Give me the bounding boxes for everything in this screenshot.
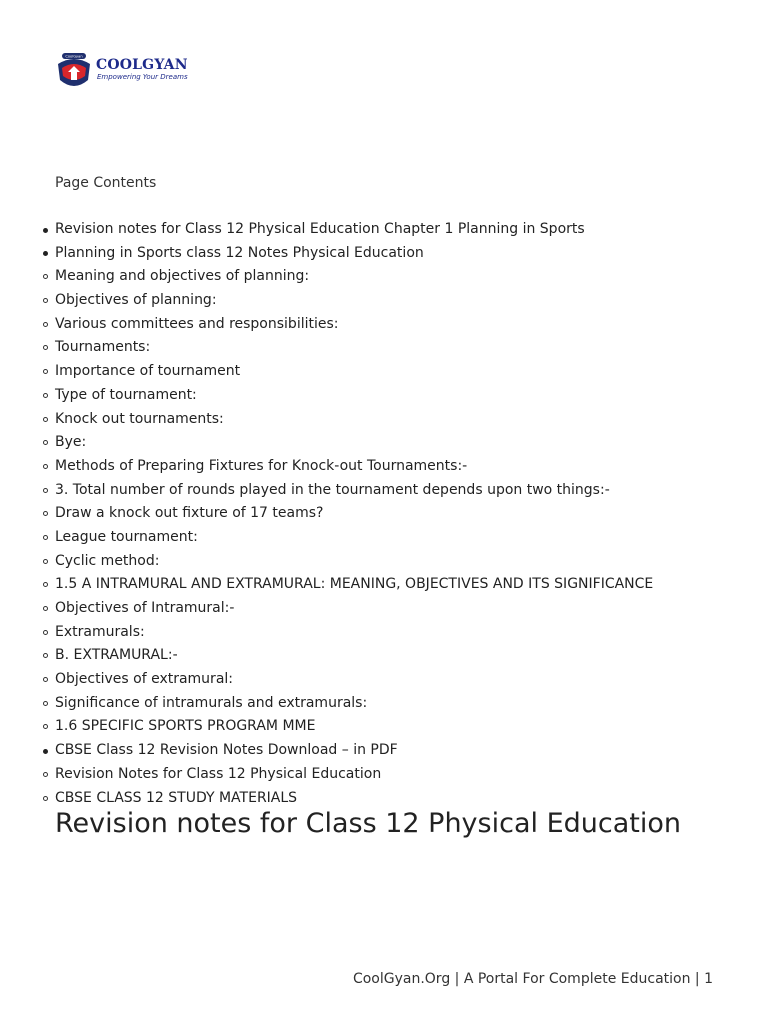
bullet-circle-icon <box>43 393 48 398</box>
toc-item-label: Objectives of planning: <box>55 292 217 309</box>
toc-item-label: 3. Total number of rounds played in the tournament depends upon two things:- <box>55 481 610 498</box>
logo-name: COOLGYAN <box>96 57 188 73</box>
toc-item-label: Cyclic method: <box>55 552 160 569</box>
toc-item[interactable] <box>0 644 653 668</box>
toc-item[interactable] <box>0 787 653 811</box>
toc-item-label: 1.6 SPECIFIC SPORTS PROGRAM MME <box>55 718 316 735</box>
section-title: Revision notes for Class 12 Physical Education <box>55 808 681 839</box>
bullet-circle-icon <box>43 796 48 801</box>
bullet-circle-icon <box>43 274 48 279</box>
toc-item[interactable] <box>0 455 653 479</box>
toc-item-label: Importance of tournament <box>55 363 241 380</box>
bullet-circle-icon <box>43 322 48 327</box>
bullet-circle-icon <box>43 606 48 611</box>
bullet-circle-icon <box>43 298 48 303</box>
toc-item[interactable] <box>0 597 653 621</box>
toc-item-label: Tournaments: <box>55 339 151 356</box>
bullet-circle-icon <box>43 464 48 469</box>
bullet-circle-icon <box>43 511 48 516</box>
toc-item[interactable] <box>0 360 653 384</box>
toc-item[interactable] <box>0 242 653 266</box>
toc-item[interactable] <box>0 621 653 645</box>
toc-item[interactable] <box>0 526 653 550</box>
toc-item-label: Objectives of Intramural:- <box>55 600 235 616</box>
toc-item-label: Extramurals: <box>55 623 145 640</box>
bullet-disc-icon <box>43 228 48 233</box>
bullet-circle-icon <box>43 488 48 493</box>
toc-item[interactable] <box>0 550 653 574</box>
toc-item[interactable] <box>0 763 653 787</box>
toc-item[interactable] <box>0 313 653 337</box>
bullet-disc-icon <box>43 749 48 754</box>
toc-item-label: Objectives of extramural: <box>55 671 234 688</box>
toc-item-label: Draw a knock out fixture of 17 teams? <box>55 505 324 522</box>
toc-item[interactable] <box>0 408 653 432</box>
bullet-circle-icon <box>43 677 48 682</box>
bullet-disc-icon <box>43 251 48 256</box>
toc-item-label: CBSE CLASS 12 STUDY MATERIALS <box>55 789 298 806</box>
toc-item[interactable] <box>0 218 653 242</box>
bullet-circle-icon <box>43 724 48 729</box>
toc-item[interactable] <box>0 265 653 289</box>
toc-item[interactable] <box>0 479 653 503</box>
toc-item[interactable] <box>0 431 653 455</box>
bullet-circle-icon <box>43 582 48 587</box>
bullet-circle-icon <box>43 345 48 350</box>
toc-item[interactable] <box>0 289 653 313</box>
toc-item-label: League tournament: <box>55 528 198 545</box>
toc-item-label: 1.5 A INTRAMURAL AND EXTRAMURAL: MEANING, OBJECTIVES AND ITS SIGNIFICANCE <box>55 576 654 593</box>
bullet-circle-icon <box>43 369 48 374</box>
toc-item-label: Significance of intramurals and extramurals: <box>55 694 368 711</box>
toc-item-label: Revision notes for Class 12 Physical Education Chapter 1 Planning in Sports <box>55 221 585 237</box>
logo-shield-icon <box>52 50 96 94</box>
toc-item[interactable] <box>0 739 653 763</box>
bullet-circle-icon <box>43 440 48 445</box>
coolgyan-logo <box>52 50 192 94</box>
toc-item-label: B. EXTRAMURAL:- <box>55 647 178 664</box>
toc-item-label: Revision Notes for Class 12 Physical Education <box>55 765 382 782</box>
toc-item-label: Type of tournament: <box>55 386 197 403</box>
toc-item-label: Knock out tournaments: <box>55 410 224 427</box>
bullet-circle-icon <box>43 630 48 635</box>
toc-item-label: Methods of Preparing Fixtures for Knock-out Tournaments:- <box>55 457 468 474</box>
toc-item[interactable] <box>0 502 653 526</box>
toc-item[interactable] <box>0 692 653 716</box>
table-of-contents <box>0 218 653 810</box>
logo-tagline: Empowering Your Dreams <box>97 73 188 81</box>
toc-item[interactable] <box>0 668 653 692</box>
bullet-circle-icon <box>43 417 48 422</box>
toc-item-label: Bye: <box>55 434 87 451</box>
bullet-circle-icon <box>43 653 48 658</box>
page-footer: CoolGyan.Org | A Portal For Complete Education | 1 <box>352 971 713 987</box>
toc-item-label: Planning in Sports class 12 Notes Physical Education <box>55 244 424 261</box>
toc-item[interactable] <box>0 336 653 360</box>
toc-item[interactable] <box>0 573 653 597</box>
toc-item[interactable] <box>0 384 653 408</box>
toc-item-label: Meaning and objectives of planning: <box>55 268 310 285</box>
page-contents-label: Page Contents <box>55 175 157 191</box>
toc-item-label: CBSE Class 12 Revision Notes Download – in PDF <box>55 742 398 759</box>
bullet-circle-icon <box>43 701 48 706</box>
toc-item-label: Various committees and responsibilities: <box>55 315 339 332</box>
bullet-circle-icon <box>43 535 48 540</box>
toc-item[interactable] <box>0 715 653 739</box>
logo-badge-text: CoolGyan <box>65 54 83 59</box>
bullet-circle-icon <box>43 559 48 564</box>
bullet-circle-icon <box>43 772 48 777</box>
